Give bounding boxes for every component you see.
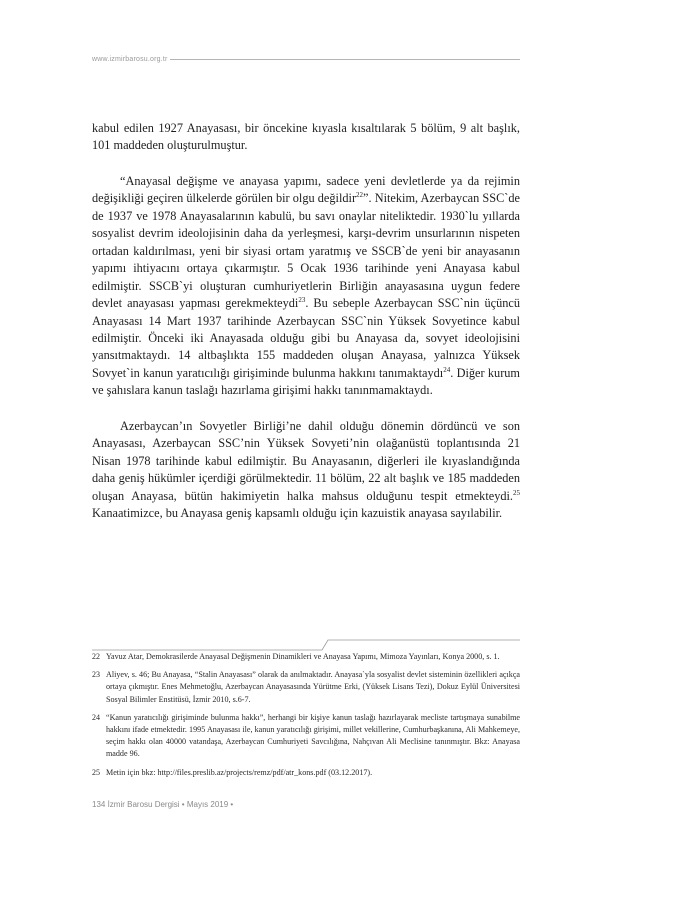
footnote-ref-24[interactable]: 24: [443, 365, 451, 374]
body-text: [92, 120, 520, 523]
paragraph-2-part-d: . Diğer kurum ve şahıslara kanun taslağı hazırlama girişimi hakkı tanınmamaktaydı.: [92, 365, 521, 398]
paragraph-3: [92, 418, 520, 523]
footnote-24: [92, 712, 520, 761]
footnote-text: Yavuz Atar, Demokrasilerde Anayasal Değişmenin Dinamikleri ve Anayasa Yapımı, Mimoza Yayınları, Konya 2000, s. 1.: [106, 652, 500, 661]
paragraph-2: [92, 173, 520, 400]
page-footer: 134 İzmir Barosu Dergisi • Mayıs 2019 •: [92, 800, 234, 809]
footnote-separator: [92, 638, 520, 652]
footnote-25: [92, 767, 520, 779]
footnotes: [92, 651, 520, 785]
footnote-number: 23: [92, 670, 100, 680]
footnote-text: Aliyev, s. 46; Bu Anayasa, “Stalin Anayasası” olarak da anılmaktadır. Anayasa`yla sosyalist devlet sisteminin özellikleri açıkça ortaya çıkmıştır. Enes Mehmetoğlu, Azerbaycan Anayasasında Yürütme Erki, (Yüksek Lisans Tezi), Dokuz Eylül Üniversitesi Sosyal Bilimler Enstitüsü, İzmir 2010, s.6-7.: [106, 670, 520, 704]
footnote-ref-23[interactable]: 23: [298, 295, 306, 304]
footnote-text: Metin için bkz: http://files.preslib.az/projects/remz/pdf/atr_kons.pdf (03.12.2017).: [106, 767, 373, 777]
header-rule: [170, 59, 520, 60]
page-header: [92, 56, 520, 63]
paragraph-2-part-b: ”. Nitekim, Azerbaycan SSC`de de 1937 ve 1978 Anayasalarının kabulü, bu savı onaylar niteliktedir. 1930`lu yıllarda sosyalist devrim ideolojisinin daha da yerleşmesi, karşı-devrim unsurlarının nispeten ortadan kaldırılması, yeni bir siyasi ortam yaratmış ve SSCB`de yeni bir anayasanın yapımı ihtiyacını ortaya çıkarmıştır. 5 Ocak 1936 tarihinde yeni Anayasa kabul edilmiştir. SSCB`yi oluşturan cumhuriyetlerin Birliğin anayasasına uygun federe devlet anayasası yapması gerekmekteydi: [92, 191, 520, 311]
footnote-22: [92, 651, 520, 663]
footnote-number: 25: [92, 767, 100, 777]
footnote-number: 22: [92, 652, 100, 661]
footnote-ref-25[interactable]: 25: [513, 488, 520, 497]
paragraph-2-part-a: “Anayasal değişme ve anayasa yapımı, sadece yeni devletlerde ya da rejimin değişikliği geçiren ülkelerde görülen bir olgu değildir: [92, 173, 520, 206]
paragraph-2-part-c: . Bu sebeple Azerbaycan SSC`nin üçüncü Anayasası 14 Mart 1937 tarihinde Azerbaycan SSC`nin Yüksek Sovyetince kabul edilmiştir. Önceki iki Anayasada olduğu gibi bu Anayasa da, sovyet ideolojisini yansıtmaktaydı. 14 altbaşlıkta 155 maddeden oluşan Anayasa, yalnızca Yüksek Sovyet`in kanun yaratıcılığı girişiminde bulunma hakkını tanımaktaydı: [92, 296, 520, 380]
footnote-23: [92, 669, 520, 706]
footnote-number: 24: [92, 712, 100, 722]
footnote-ref-22[interactable]: 22: [356, 191, 364, 200]
paragraph-3-part-b: Kanaatimizce, bu Anayasa geniş kapsamlı olduğu için kazuistik anayasa sayılabilir.: [92, 506, 503, 521]
header-url: www.izmirbarosu.org.tr: [92, 56, 168, 63]
paragraph-3-part-a: Azerbaycan’ın Sovyetler Birliği’ne dahil olduğu dönemin dördüncü ve son Anayasası, Azerbaycan SSC’nin Yüksek Sovyeti’nin olağanüstü toplantısında 21 Nisan 1978 tarihinde kabul edilmiştir. Bu Anayasanın, diğerleri ile kıyaslandığında daha geniş hükümler içerdiği görülmektedir. 11 bölüm, 22 alt başlık ve 185 maddeden oluşan Anayasa, bütün hakimiyetin halka mahsus olduğunu tespit etmekteydi.: [92, 418, 520, 503]
paragraph-1: kabul edilen 1927 Anayasası, bir öncekine kıyasla kısaltılarak 5 bölüm, 9 alt başlık, 101 maddeden oluşturulmuştur.: [92, 121, 520, 153]
footnote-text: “Kanun yaratıcılığı girişiminde bulunma hakkı”, herhangi bir kişiye kanun taslağı hazırlayarak mecliste tartışmaya sunabilme hakkını ifade etmektedir. 1995 Anayasası ile, kanun yaratıcılığı girişimi, millet vekillerine, Cumhurbaşkanına, Ali Mahkemeye, seçim hakkı olan 40000 vatandaşa, Azerbaycan Cumhuriyeti Savcılığına, Nahçıvan Ali Meclisine tanınmıştır. Bkz: Anayasa madde 96.: [106, 712, 520, 759]
